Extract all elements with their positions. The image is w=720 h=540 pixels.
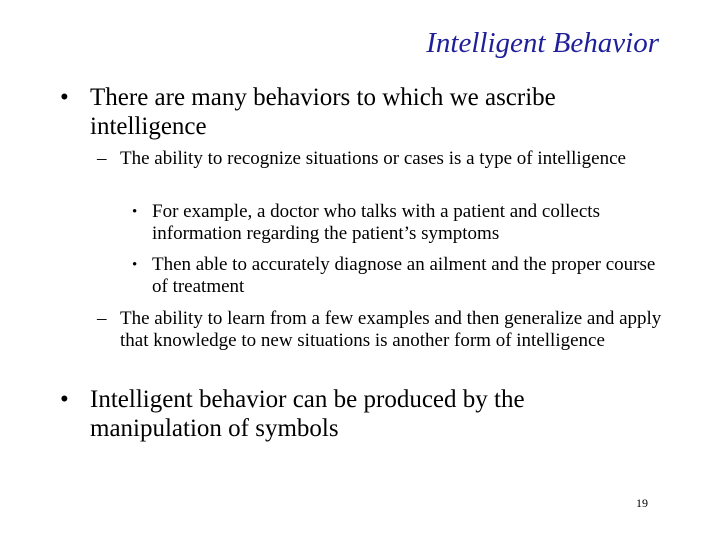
sub-sub-bullet-text: Then able to accurately diagnose an ailment and the proper course of treatment: [152, 254, 656, 297]
bullet-marker: •: [132, 257, 138, 273]
dash-marker: –: [97, 148, 107, 169]
slide-title: Intelligent Behavior: [426, 27, 659, 59]
bullet-marker: •: [60, 84, 69, 111]
bullet-text: Intelligent behavior can be produced by the manipulation of symbols: [90, 386, 525, 442]
bullet-marker: •: [132, 204, 138, 220]
bullet-item: [60, 83, 650, 141]
sub-bullet-item: [97, 148, 665, 170]
bullet-marker: •: [60, 386, 69, 413]
bullet-item: [60, 385, 650, 443]
sub-bullet-text: The ability to recognize situations or cases is a type of intelligence: [120, 148, 626, 169]
sub-sub-bullet-text: For example, a doctor who talks with a patient and collects information regarding the patient’s symptoms: [152, 201, 600, 244]
sub-bullet-item: [97, 308, 665, 352]
sub-sub-bullet-item: [132, 201, 657, 245]
bullet-text: There are many behaviors to which we ascribe intelligence: [90, 84, 556, 140]
sub-sub-bullet-item: [132, 254, 657, 298]
dash-marker: –: [97, 308, 107, 329]
sub-bullet-text: The ability to learn from a few examples and then generalize and apply that knowledge to new situations is another form of intelligence: [120, 308, 662, 351]
page-number: 19: [636, 496, 648, 510]
